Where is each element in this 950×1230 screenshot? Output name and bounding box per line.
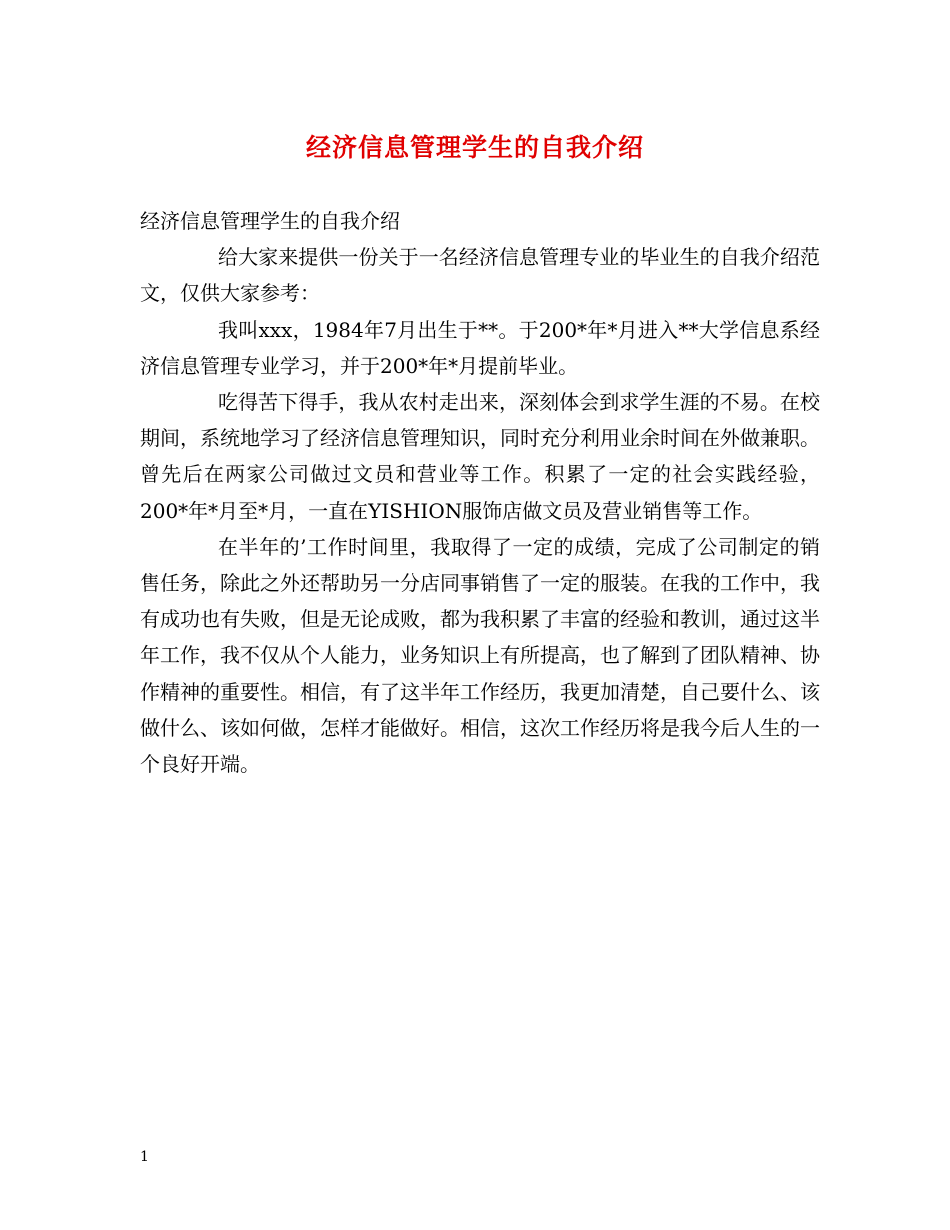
document-title: 经济信息管理学生的自我介绍 [305,133,644,162]
page-number: 1 [140,1149,149,1165]
document-body [140,203,820,782]
paragraph-study-experience: 吃得苦下得手，我从农村走出来，深刻体会到求学生涯的不易。在校期间，系统地学习了经济信息管理知识，同时充分利用业余时间在外做兼职。曾先后在两家公司做过文员和营业等工作。积累了一定的社会实践经验，200*年*月至*月，一直在YISHION服饰店做文员及营业销售等工作。 [140,390,820,523]
paragraph-intro: 给大家来提供一份关于一名经济信息管理专业的毕业生的自我介绍范文，仅供大家参考： [140,245,820,306]
paragraph-work-experience: 在半年的’工作时间里，我取得了一定的成绩，完成了公司制定的销售任务，除此之外还帮助另一分店同事销售了一定的服装。在我的工作中，我有成功也有失败，但是无论成败，都为我积累了丰富的经验和教训，通过这半年工作，我不仅从个人能力，业务知识上有所提高，也了解到了团队精神、协作精神的重要性。相信，有了这半年工作经历，我更加清楚，自己要什么、该做什么、该如何做，怎样才能做好。相信，这次工作经历将是我今后人生的一个良好开端。 [140,534,820,777]
paragraph-personal-info: 我叫xxx，1984年7月出生于**。于200*年*月进入**大学信息系经济信息管理专业学习，并于200*年*月提前毕业。 [140,317,820,378]
section-heading: 经济信息管理学生的自我介绍 [140,209,400,233]
